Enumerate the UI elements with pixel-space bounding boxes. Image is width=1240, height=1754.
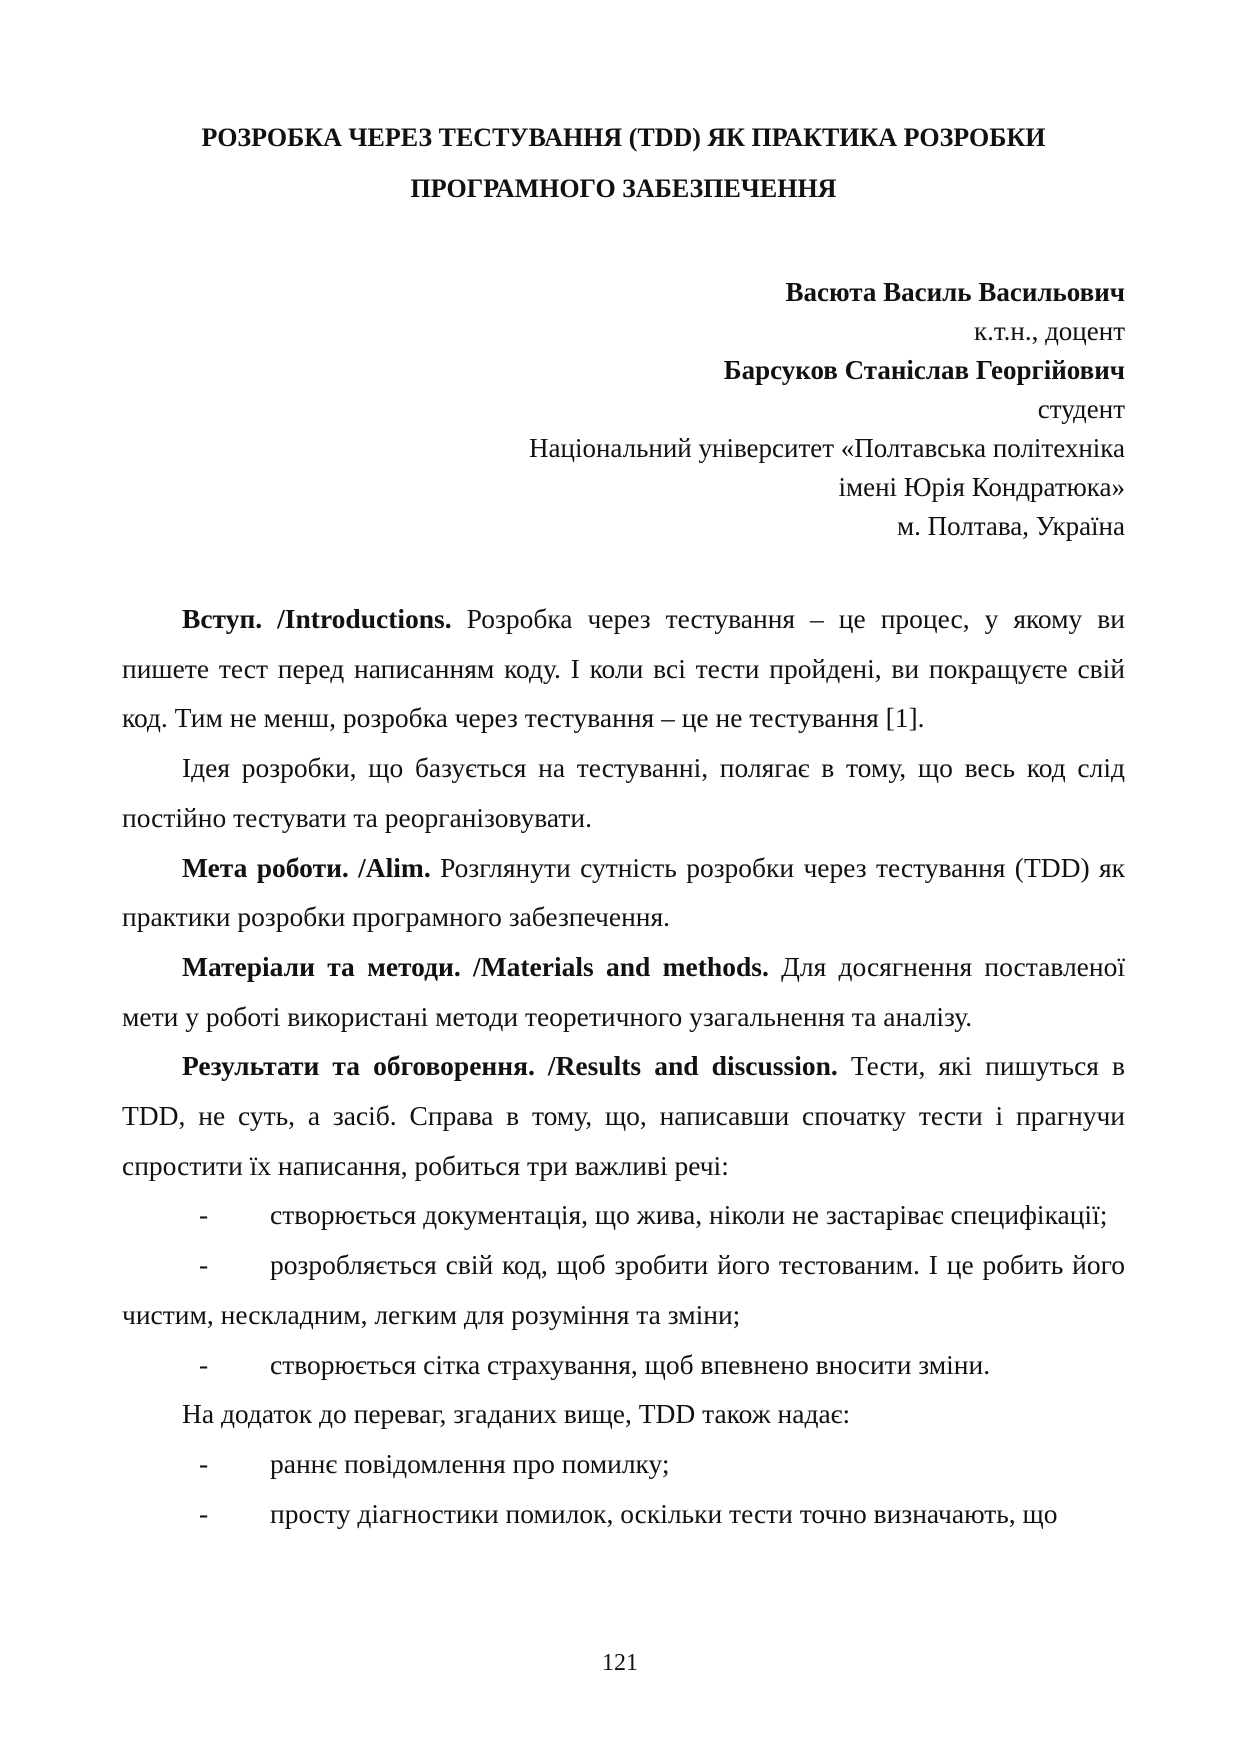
methods-heading: Матеріали та методи. /Materials and methods.	[182, 950, 769, 982]
list-item-text: розробляється свій код, щоб зробити його тестованим. І це робить його чистим, нескладним, легким для розуміння та зміни;	[122, 1249, 1125, 1330]
results-heading: Результати та обговорення. /Results and discussion.	[182, 1050, 838, 1082]
bullet-dash: -	[199, 1497, 209, 1529]
aim-paragraph	[122, 843, 1125, 942]
list-item-text: створюється сітка страхування, щоб впевнено вносити зміни.	[270, 1348, 991, 1380]
bullet-dash: -	[199, 1199, 209, 1231]
page-number: 121	[602, 1650, 638, 1676]
intro-heading: Вступ. /Introductions.	[182, 603, 452, 634]
author-2-title: студент	[1037, 394, 1125, 424]
title-line-2: ПРОГРАМНОГО ЗАБЕЗПЕЧЕННЯ	[410, 174, 837, 203]
author-1-name: Васюта Василь Васильович	[785, 277, 1125, 307]
results-text: Тести, які пишуться в TDD, не суть, а засіб. Справа в тому, що, написавши спочатку тести і прагнучи спростити їх написання, робиться три важливі речі:	[122, 1050, 1125, 1181]
city: м. Полтава, Україна	[897, 511, 1125, 541]
intro-paragraph	[122, 594, 1125, 743]
title-line-1: РОЗРОБКА ЧЕРЕЗ ТЕСТУВАННЯ (TDD) ЯК ПРАКТИКА РОЗРОБКИ	[201, 123, 1046, 152]
addition-paragraph: На додаток до переваг, згаданих вище, TDD також надає:	[182, 1398, 851, 1430]
list-item-text: створюється документація, що жива, ніколи не застаріває специфікації;	[270, 1199, 1108, 1231]
list-item	[122, 1489, 1125, 1539]
methods-paragraph	[122, 942, 1125, 1041]
methods-text: Для досягнення поставленої мети у роботі використані методи теоретичного узагальнення та аналізу.	[122, 950, 1125, 1032]
author-1-title: к.т.н., доцент	[973, 316, 1125, 346]
affiliation-line-1: Національний університет «Полтавська політехніка	[529, 433, 1125, 463]
article-body	[122, 594, 1125, 1538]
author-block	[122, 273, 1125, 546]
intro-text: Розробка через тестування – це процес, у якому ви пишете тест перед написанням коду. І коли всі тести пройдені, ви покращуєте свій код. Тим не менш, розробка через тестування – це не тестування [1].	[122, 603, 1125, 734]
list-item	[122, 1190, 1125, 1240]
results-paragraph	[122, 1041, 1125, 1190]
article-title	[122, 112, 1125, 214]
list-item	[122, 1439, 1125, 1489]
list-item	[122, 1340, 1125, 1390]
aim-heading: Мета роботи. /Alim.	[182, 851, 431, 883]
bullet-dash: -	[199, 1249, 209, 1281]
bullet-dash: -	[199, 1447, 209, 1479]
list-item	[122, 1240, 1125, 1339]
bullet-dash: -	[199, 1348, 209, 1380]
author-2-name: Барсуков Станіслав Георгійович	[723, 355, 1125, 385]
affiliation-line-2: імені Юрія Кондратюка»	[838, 472, 1125, 502]
list-item-text: просту діагностики помилок, оскільки тести точно визначають, що	[270, 1497, 1058, 1529]
idea-paragraph: Ідея розробки, що базується на тестуванні, полягає в тому, що весь код слід постійно тестувати та реорганізовувати.	[122, 752, 1125, 833]
aim-text: Розглянути сутність розробки через тестування (TDD) як практики розробки програмного забезпечення.	[122, 851, 1125, 933]
list-item-text: раннє повідомлення про помилку;	[270, 1447, 670, 1479]
